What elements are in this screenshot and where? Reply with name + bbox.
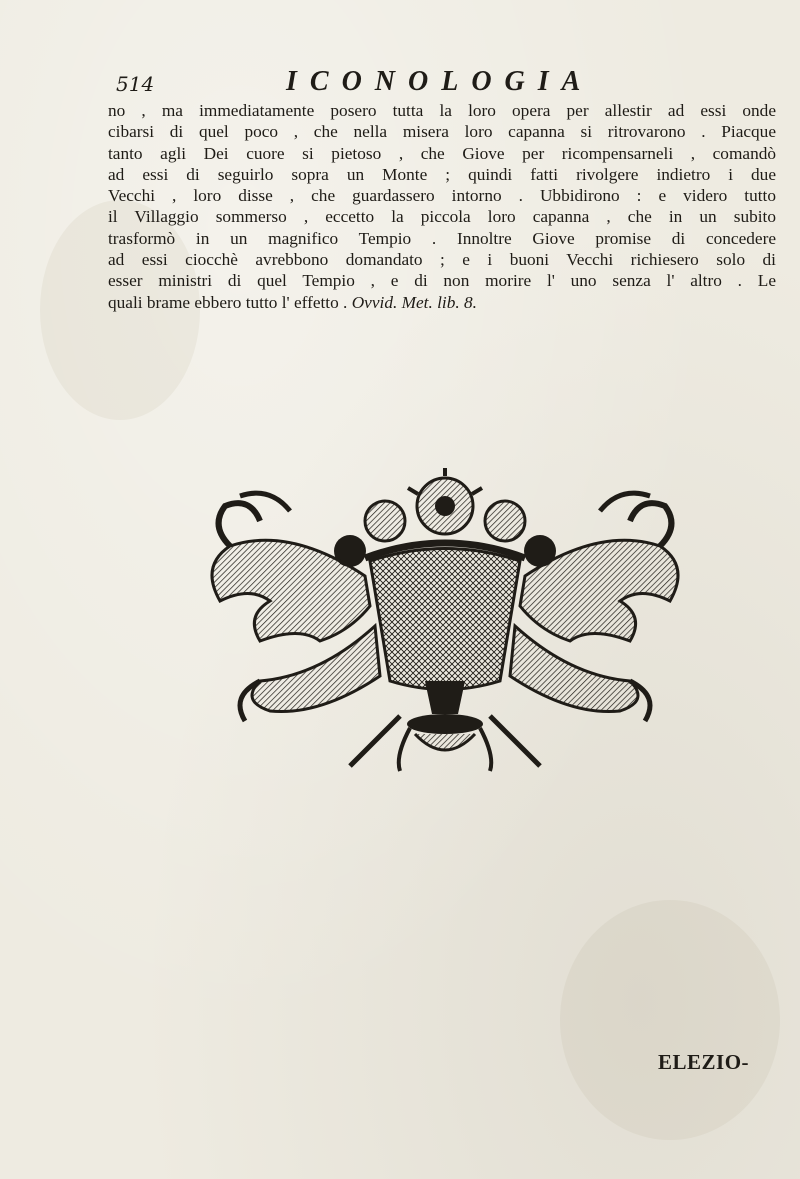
text-line-last — [108, 292, 776, 313]
text-line: trasformò in un magnifico Tempio . Innoltre Giove promise di concedere — [108, 228, 776, 248]
body-text — [108, 100, 776, 313]
paper-stain — [560, 900, 780, 1140]
text-line: Vecchi , loro disse , che guardassero intorno . Ubbidirono : e videro tutto — [108, 186, 776, 206]
running-title: ICONOLOGIA — [286, 66, 594, 97]
text-line: il Villaggio sommerso , eccetto la piccola loro capanna , che in un subito — [108, 207, 776, 227]
basket-icon — [365, 543, 525, 750]
text-line: ad essi ciocchè avrebbono domandato ; e i buoni Vecchi richiesero solo di — [108, 250, 776, 270]
basket-of-flowers-ornament — [200, 466, 690, 772]
text-line: cibarsi di quel poco , che nella misera loro capanna si ritrovarono . Piacque — [108, 122, 776, 142]
text-line: no , ma immediatamente posero tutta la loro opera per allestir ad essi onde — [108, 101, 776, 120]
text-line: ad essi di seguirlo sopra un Monte ; quindi fatti rivolgere indietro i due — [108, 164, 776, 184]
page-number: 514 — [116, 72, 155, 96]
page-header — [116, 66, 756, 100]
citation: Ovvid. Met. lib. 8. — [351, 292, 477, 312]
last-line-text: quali brame ebbero tutto l' effetto . — [108, 292, 348, 312]
text-line: esser ministri di quel Tempio , e di non morire l' uno senza l' altro . Le — [108, 271, 776, 291]
catchword: ELEZIO- — [658, 1050, 750, 1074]
text-line: tanto agli Dei cuore si pietoso , che Giove per ricompensarneli , comandò — [108, 143, 776, 163]
